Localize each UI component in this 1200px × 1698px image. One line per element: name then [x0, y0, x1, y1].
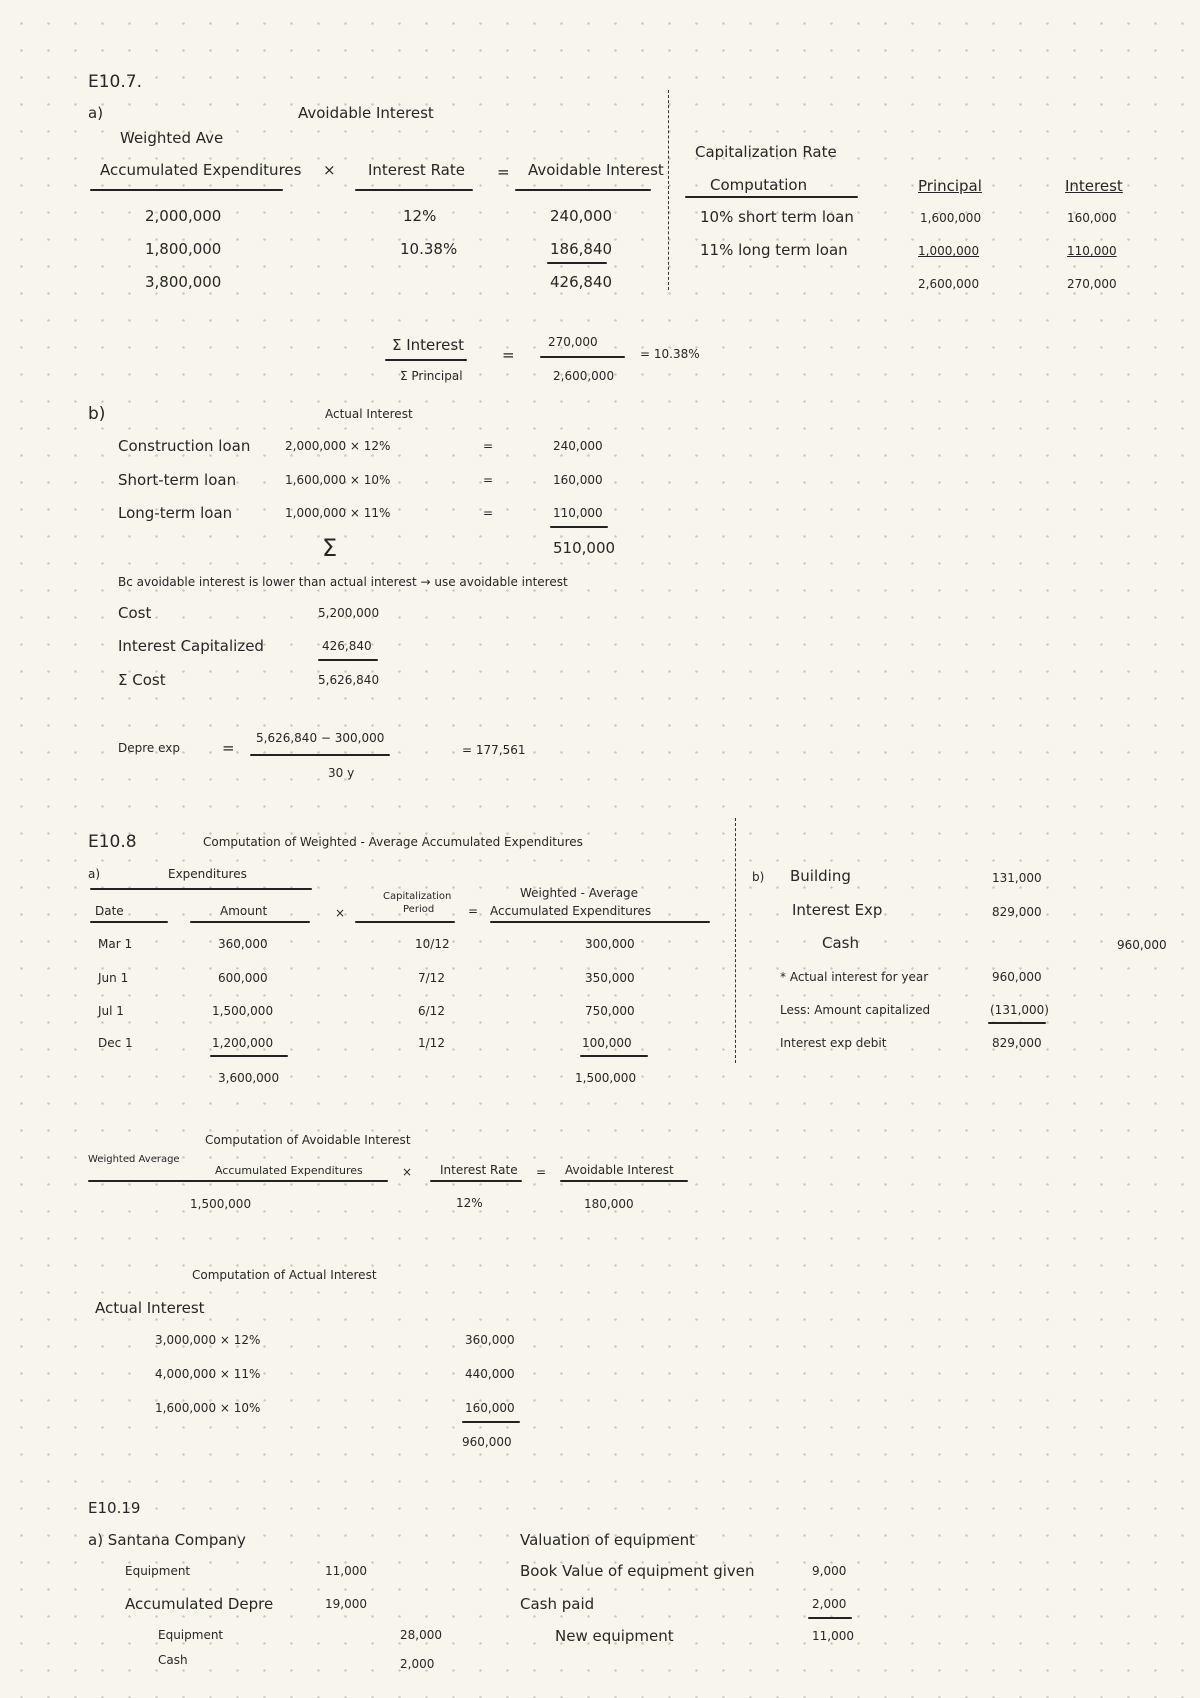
label: * Actual interest for year: [780, 970, 929, 984]
divider: [190, 921, 310, 923]
value: 2,000: [812, 1597, 847, 1611]
cell: 3,800,000: [145, 273, 222, 291]
col-header: Weighted Ave: [120, 129, 224, 147]
value: 829,000: [992, 1036, 1042, 1050]
operator: =: [536, 1165, 547, 1179]
cell: 1/12: [418, 1036, 445, 1050]
cell: 360,000: [465, 1333, 515, 1347]
col-header: Accumulated Expenditures: [490, 904, 652, 918]
formula-numerator: Σ Interest: [392, 336, 465, 354]
formula-result: = 177,561: [462, 743, 526, 757]
cell: 110,000: [553, 506, 603, 520]
operator: =: [502, 346, 515, 364]
operator: ×: [323, 161, 336, 179]
formula-numerator: 270,000: [548, 335, 598, 349]
column-divider: [735, 818, 736, 1063]
fraction-bar: [250, 754, 390, 756]
fraction-bar: [540, 356, 625, 358]
value: 5,200,000: [318, 606, 380, 620]
sum-line: [210, 1055, 288, 1057]
cell: 270,000: [1067, 277, 1117, 291]
cell: 1,200,000: [212, 1036, 274, 1050]
debit: 19,000: [325, 1597, 367, 1611]
cell: 1,500,000: [190, 1197, 252, 1211]
heading: Actual Interest: [325, 407, 413, 421]
cell: 1,600,000 × 10%: [155, 1401, 261, 1415]
cell: Jul 1: [98, 1004, 124, 1018]
operator: =: [483, 506, 494, 520]
heading: Capitalization Rate: [695, 143, 837, 161]
cell: 180,000: [584, 1197, 634, 1211]
cell: 2,000,000 × 12%: [285, 439, 391, 453]
col-header: Computation: [710, 176, 808, 194]
cell: 7/12: [418, 971, 445, 985]
cell: Jun 1: [98, 971, 129, 985]
col-header: Amount: [220, 904, 268, 918]
section-title: E10.19: [88, 1499, 141, 1517]
operator: =: [222, 739, 235, 757]
sum-line: [808, 1617, 852, 1619]
account: Accumulated Depre: [125, 1595, 274, 1613]
cell: Long-term loan: [118, 504, 233, 522]
cell: 10.38%: [400, 240, 458, 258]
cell: 1,800,000: [145, 240, 222, 258]
column-divider: [668, 90, 669, 290]
label: Interest Capitalized: [118, 637, 264, 655]
heading: a) Santana Company: [88, 1531, 246, 1549]
part-label: b): [88, 404, 106, 424]
formula-denominator: 2,600,000: [553, 369, 615, 383]
value: 5,626,840: [318, 673, 380, 687]
sum-line: [550, 526, 608, 528]
divider: [685, 196, 858, 198]
account: Interest Exp: [792, 901, 883, 919]
cell: 240,000: [553, 439, 603, 453]
cell: 2,000,000: [145, 207, 222, 225]
sum-line: [462, 1421, 520, 1423]
cell: 10/12: [415, 937, 450, 951]
col-header: Interest: [1065, 177, 1123, 195]
formula-numerator: 5,626,840 − 300,000: [256, 731, 385, 745]
col-header: Expenditures: [168, 867, 247, 881]
cell: 1,600,000: [920, 211, 982, 225]
divider: [90, 921, 168, 923]
divider: [88, 1180, 388, 1182]
cell: 10% short term loan: [700, 208, 854, 226]
cell: 440,000: [465, 1367, 515, 1381]
cell: 6/12: [418, 1004, 445, 1018]
label: Cost: [118, 604, 152, 622]
cell: 2,600,000: [918, 277, 980, 291]
cell: Short-term loan: [118, 471, 237, 489]
formula-denominator: Σ Principal: [400, 369, 463, 383]
cell: 426,840: [550, 273, 613, 291]
divider: [355, 921, 455, 923]
total: 1,500,000: [575, 1071, 637, 1085]
heading: Computation of Actual Interest: [192, 1268, 377, 1282]
cell: 1,000,000 × 11%: [285, 506, 391, 520]
account: Building: [790, 867, 851, 885]
cell: Mar 1: [98, 937, 133, 951]
credit: 960,000: [1117, 938, 1167, 952]
divider: [515, 189, 651, 191]
col-header: Interest Rate: [368, 161, 465, 179]
cell: 12%: [456, 1196, 483, 1210]
value: (131,000): [990, 1003, 1049, 1017]
cell: 240,000: [550, 207, 613, 225]
operator: =: [483, 473, 494, 487]
note: Bc avoidable interest is lower than actual interest → use avoidable interest: [118, 575, 568, 589]
value: 426,840: [322, 639, 372, 653]
col-header: Avoidable Interest: [565, 1163, 674, 1177]
cell: 1,500,000: [212, 1004, 274, 1018]
cell: 110,000: [1067, 244, 1117, 258]
cell: 12%: [403, 207, 437, 225]
cell: 11% long term loan: [700, 241, 848, 259]
value: 9,000: [812, 1564, 847, 1578]
credit: 28,000: [400, 1628, 442, 1642]
heading: Computation of Avoidable Interest: [205, 1133, 411, 1147]
col-header: Weighted - Average: [520, 886, 639, 900]
debit: 131,000: [992, 871, 1042, 885]
divider: [355, 189, 473, 191]
operator: ×: [402, 1165, 413, 1179]
credit: 2,000: [400, 1657, 435, 1671]
cell: 100,000: [582, 1036, 632, 1050]
value: 11,000: [812, 1629, 854, 1643]
debit: 829,000: [992, 905, 1042, 919]
cell: Dec 1: [98, 1036, 133, 1050]
cell: 300,000: [585, 937, 635, 951]
col-header: Weighted Average: [88, 1154, 180, 1165]
cell: 1,000,000: [918, 244, 980, 258]
col-header: Period: [403, 904, 435, 915]
cell: 350,000: [585, 971, 635, 985]
cell: 186,840: [550, 240, 613, 258]
operator: ×: [335, 906, 346, 920]
cell: 360,000: [218, 937, 268, 951]
label: Depre exp: [118, 741, 180, 755]
account: Equipment: [125, 1564, 191, 1578]
col-header: Interest Rate: [440, 1163, 518, 1177]
col-header: Avoidable Interest: [528, 161, 664, 179]
total: 510,000: [553, 539, 616, 557]
sum-line: [318, 659, 378, 661]
part-label: b): [752, 870, 765, 884]
label: Σ Cost: [118, 671, 166, 689]
divider: [560, 1180, 688, 1182]
col-header: Date: [95, 904, 124, 918]
heading: Computation of Weighted - Average Accumulated Expenditures: [203, 835, 583, 849]
account: Cash: [822, 934, 859, 952]
col-header: Accumulated Expenditures: [100, 161, 302, 179]
formula-result: = 10.38%: [640, 347, 700, 361]
cell: 160,000: [1067, 211, 1117, 225]
part-label: a): [88, 867, 101, 881]
col-header: Accumulated Expenditures: [215, 1164, 363, 1177]
account: Cash: [158, 1653, 188, 1667]
cell: 4,000,000 × 11%: [155, 1367, 261, 1381]
cell: 750,000: [585, 1004, 635, 1018]
col-header: Principal: [918, 177, 982, 195]
label: Less: Amount capitalized: [780, 1003, 931, 1017]
section-title: E10.7.: [88, 72, 142, 92]
heading: Valuation of equipment: [520, 1531, 696, 1549]
heading: Avoidable Interest: [298, 104, 434, 122]
divider: [430, 1180, 522, 1182]
label: Cash paid: [520, 1595, 595, 1613]
label: Book Value of equipment given: [520, 1562, 755, 1580]
sum-line: [547, 262, 607, 264]
sum-line: [580, 1055, 648, 1057]
divider: [490, 921, 710, 923]
divider: [90, 189, 283, 191]
operator: =: [468, 904, 479, 918]
sigma: Σ: [322, 534, 338, 562]
account: Equipment: [158, 1628, 224, 1642]
debit: 11,000: [325, 1564, 367, 1578]
divider: [90, 888, 312, 890]
cell: 3,000,000 × 12%: [155, 1333, 261, 1347]
value: 960,000: [992, 970, 1042, 984]
total: 960,000: [462, 1435, 512, 1449]
total: 3,600,000: [218, 1071, 280, 1085]
cell: 600,000: [218, 971, 268, 985]
sum-line: [988, 1022, 1046, 1024]
cell: 160,000: [553, 473, 603, 487]
label: New equipment: [555, 1627, 674, 1645]
fraction-bar: [385, 359, 467, 361]
label: Interest exp debit: [780, 1036, 887, 1050]
operator: =: [497, 163, 510, 181]
cell: Construction loan: [118, 437, 251, 455]
cell: 160,000: [465, 1401, 515, 1415]
col-header: Capitalization: [383, 891, 452, 902]
cell: 1,600,000 × 10%: [285, 473, 391, 487]
formula-denominator: 30 y: [328, 766, 355, 780]
operator: =: [483, 439, 494, 453]
part-label: a): [88, 104, 104, 122]
label: Actual Interest: [95, 1299, 205, 1317]
section-title: E10.8: [88, 832, 137, 852]
